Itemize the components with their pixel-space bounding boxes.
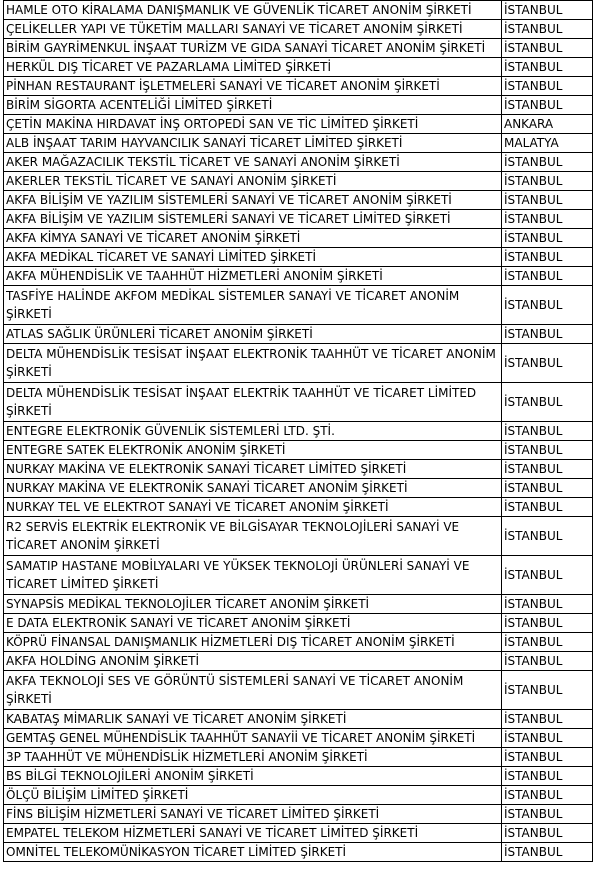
company-name-cell xyxy=(4,191,502,210)
company-name: BİRİM GAYRİMENKUL İNŞAAT TURİZM VE GIDA SANAYİ TİCARET ANONİM ŞİRKETİ xyxy=(6,41,486,55)
table-row xyxy=(4,267,593,286)
company-name: TASFİYE HALİNDE AKFOM MEDİKAL SİSTEMLER SANAYİ VE TİCARET ANONİM ŞİRKETİ xyxy=(6,289,460,321)
company-name: ÖLÇÜ BİLİŞİM LİMİTED ŞİRKETİ xyxy=(6,788,189,802)
city-cell: İSTANBUL xyxy=(502,172,593,191)
company-name-cell xyxy=(4,20,502,39)
city-cell: İSTANBUL xyxy=(502,96,593,115)
city-cell: İSTANBUL xyxy=(502,710,593,729)
table-row xyxy=(4,748,593,767)
table-row xyxy=(4,383,593,422)
company-name-cell xyxy=(4,58,502,77)
company-name-cell xyxy=(4,1,502,20)
company-name-cell xyxy=(4,248,502,267)
table-row xyxy=(4,671,593,710)
table-row xyxy=(4,786,593,805)
company-name: NURKAY MAKİNA VE ELEKTRONİK SANAYİ TİCARET ANONİM ŞİRKETİ xyxy=(6,481,408,495)
company-name-cell xyxy=(4,229,502,248)
table-row xyxy=(4,729,593,748)
company-name-cell xyxy=(4,210,502,229)
company-name: R2 SERVİS ELEKTRİK ELEKTRONİK VE BİLGİSAYAR TEKNOLOJİLERİ SANAYİ VE TİCARET ANONİM ŞİRKETİ xyxy=(6,520,460,552)
company-name-cell xyxy=(4,786,502,805)
city-cell: İSTANBUL xyxy=(502,58,593,77)
company-name-cell xyxy=(4,153,502,172)
company-name: ATLAS SAĞLIK ÜRÜNLERİ TİCARET ANONİM ŞİRKETİ xyxy=(6,327,313,341)
table-row xyxy=(4,39,593,58)
city-cell: İSTANBUL xyxy=(502,325,593,344)
company-name-cell xyxy=(4,805,502,824)
city-cell: İSTANBUL xyxy=(502,824,593,843)
city-cell: İSTANBUL xyxy=(502,805,593,824)
table-row xyxy=(4,77,593,96)
company-name-cell xyxy=(4,595,502,614)
city-cell: İSTANBUL xyxy=(502,652,593,671)
company-name-cell xyxy=(4,286,502,325)
table-row xyxy=(4,805,593,824)
table-row xyxy=(4,710,593,729)
company-name: DELTA MÜHENDİSLİK TESİSAT İNŞAAT ELEKTRONİK TAAHHÜT VE TİCARET ANONİM ŞİRKETİ xyxy=(6,347,496,379)
city-cell: İSTANBUL xyxy=(502,556,593,595)
city-cell: İSTANBUL xyxy=(502,479,593,498)
company-name: OMNİTEL TELEKOMÜNİKASYON TİCARET LİMİTED ŞİRKETİ xyxy=(6,845,347,859)
city-cell: İSTANBUL xyxy=(502,671,593,710)
company-name: AKERLER TEKSTİL TİCARET VE SANAYİ ANONİM ŞİRKETİ xyxy=(6,174,337,188)
company-name-cell xyxy=(4,710,502,729)
company-name-cell xyxy=(4,77,502,96)
company-name: ALB İNŞAAT TARIM HAYVANCILIK SANAYİ TİCARET LİMİTED ŞİRKETİ xyxy=(6,136,403,150)
city-cell: İSTANBUL xyxy=(502,286,593,325)
company-name: GEMTAŞ GENEL MÜHENDİSLİK TAAHHÜT SANAYİİ VE TİCARET ANONİM ŞİRKETİ xyxy=(6,731,476,745)
company-name-cell xyxy=(4,39,502,58)
company-name: DELTA MÜHENDİSLİK TESİSAT İNŞAAT ELEKTRİK TAAHHÜT VE TİCARET LİMİTED ŞİRKETİ xyxy=(6,386,477,418)
city-cell: İSTANBUL xyxy=(502,383,593,422)
city-cell: İSTANBUL xyxy=(502,20,593,39)
city-cell: İSTANBUL xyxy=(502,786,593,805)
company-name: ENTEGRE SATEK ELEKTRONİK ANONİM ŞİRKETİ xyxy=(6,443,286,457)
city-cell: İSTANBUL xyxy=(502,229,593,248)
company-name-cell xyxy=(4,824,502,843)
company-name: AKFA BİLİŞİM VE YAZILIM SİSTEMLERİ SANAYİ VE TİCARET LİMİTED ŞİRKETİ xyxy=(6,212,451,226)
company-name-cell xyxy=(4,748,502,767)
company-name-cell xyxy=(4,843,502,862)
table-row xyxy=(4,344,593,383)
table-row xyxy=(4,767,593,786)
company-name-cell xyxy=(4,460,502,479)
city-cell: İSTANBUL xyxy=(502,729,593,748)
city-cell: İSTANBUL xyxy=(502,517,593,556)
company-name-cell xyxy=(4,325,502,344)
city-cell: İSTANBUL xyxy=(502,748,593,767)
table-row xyxy=(4,441,593,460)
table-row xyxy=(4,115,593,134)
company-name-cell xyxy=(4,441,502,460)
table-row xyxy=(4,843,593,862)
city-cell: İSTANBUL xyxy=(502,39,593,58)
company-name-cell xyxy=(4,556,502,595)
city-cell: İSTANBUL xyxy=(502,441,593,460)
table-row xyxy=(4,153,593,172)
company-name: PİNHAN RESTAURANT İŞLETMELERİ SANAYİ VE TİCARET ANONİM ŞİRKETİ xyxy=(6,79,440,93)
city-cell: İSTANBUL xyxy=(502,460,593,479)
company-name-cell xyxy=(4,172,502,191)
company-name: NURKAY MAKİNA VE ELEKTRONİK SANAYİ TİCARET LİMİTED ŞİRKETİ xyxy=(6,462,407,476)
company-name: FİNS BİLİŞİM HİZMETLERİ SANAYİ VE TİCARET LİMİTED ŞİRKETİ xyxy=(6,807,380,821)
company-name: SYNAPSİS MEDİKAL TEKNOLOJİLER TİCARET ANONİM ŞİRKETİ xyxy=(6,597,370,611)
company-name-cell xyxy=(4,767,502,786)
company-name-cell xyxy=(4,134,502,153)
company-name: EMPATEL TELEKOM HİZMETLERİ SANAYİ VE TİCARET LİMİTED ŞİRKETİ xyxy=(6,826,419,840)
city-cell: İSTANBUL xyxy=(502,77,593,96)
company-table xyxy=(3,0,593,862)
company-name: AKFA TEKNOLOJİ SES VE GÖRÜNTÜ SİSTEMLERİ SANAYİ VE TİCARET ANONİM ŞİRKETİ xyxy=(6,674,464,706)
company-name: ÇELİKELLER YAPI VE TÜKETİM MALLARI SANAYİ VE TİCARET ANONİM ŞİRKETİ xyxy=(6,22,463,36)
table-row xyxy=(4,498,593,517)
company-name: HERKÜL DIŞ TİCARET VE PAZARLAMA LİMİTED ŞİRKETİ xyxy=(6,60,332,74)
table-row xyxy=(4,248,593,267)
table-row xyxy=(4,652,593,671)
table-row xyxy=(4,191,593,210)
company-table-body xyxy=(4,1,593,862)
company-name: KABATAŞ MİMARLIK SANAYİ VE TİCARET ANONİM ŞİRKETİ xyxy=(6,712,347,726)
city-cell: İSTANBUL xyxy=(502,1,593,20)
city-cell: İSTANBUL xyxy=(502,843,593,862)
company-name-cell xyxy=(4,422,502,441)
company-name-cell xyxy=(4,267,502,286)
table-row xyxy=(4,460,593,479)
company-name-cell xyxy=(4,344,502,383)
table-row xyxy=(4,134,593,153)
city-cell: İSTANBUL xyxy=(502,614,593,633)
table-row xyxy=(4,286,593,325)
company-name-cell xyxy=(4,614,502,633)
company-name-cell xyxy=(4,729,502,748)
company-name: KÖPRÜ FİNANSAL DANIŞMANLIK HİZMETLERİ DIŞ TİCARET ANONİM ŞİRKETİ xyxy=(6,635,455,649)
company-name: AKFA BİLİŞİM VE YAZILIM SİSTEMLERİ SANAYİ VE TİCARET ANONİM ŞİRKETİ xyxy=(6,193,452,207)
company-name: AKFA KİMYA SANAYİ VE TİCARET ANONİM ŞİRKETİ xyxy=(6,231,301,245)
company-name-cell xyxy=(4,96,502,115)
table-row xyxy=(4,824,593,843)
company-name: BS BİLGİ TEKNOLOJİLERİ ANONİM ŞİRKETİ xyxy=(6,769,254,783)
city-cell: İSTANBUL xyxy=(502,633,593,652)
company-name-cell xyxy=(4,115,502,134)
city-cell: İSTANBUL xyxy=(502,267,593,286)
company-name: AKER MAĞAZACILIK TEKSTİL TİCARET VE SANAYİ ANONİM ŞİRKETİ xyxy=(6,155,400,169)
company-name: ÇETİN MAKİNA HIRDAVAT İNŞ ORTOPEDİ SAN VE TİC LİMİTED ŞİRKETİ xyxy=(6,117,419,131)
company-name: ENTEGRE ELEKTRONİK GÜVENLİK SİSTEMLERİ LTD. ŞTİ. xyxy=(6,424,335,438)
city-cell: İSTANBUL xyxy=(502,767,593,786)
city-cell: İSTANBUL xyxy=(502,248,593,267)
city-cell: İSTANBUL xyxy=(502,422,593,441)
company-name: AKFA MEDİKAL TİCARET VE SANAYİ LİMİTED ŞİRKETİ xyxy=(6,250,316,264)
city-cell: İSTANBUL xyxy=(502,153,593,172)
company-name: BİRİM SİGORTA ACENTELİĞİ LİMİTED ŞİRKETİ xyxy=(6,98,273,112)
table-row xyxy=(4,614,593,633)
city-cell: İSTANBUL xyxy=(502,191,593,210)
table-row xyxy=(4,325,593,344)
company-name-cell xyxy=(4,383,502,422)
city-cell: ANKARA xyxy=(502,115,593,134)
company-name-cell xyxy=(4,671,502,710)
table-row xyxy=(4,595,593,614)
company-name: HAMLE OTO KİRALAMA DANIŞMANLIK VE GÜVENLİK TİCARET ANONİM ŞİRKETİ xyxy=(6,3,472,17)
company-name-cell xyxy=(4,517,502,556)
table-row xyxy=(4,517,593,556)
table-row xyxy=(4,556,593,595)
company-name: SAMATIP HASTANE MOBİLYALARI VE YÜKSEK TEKNOLOJİ ÜRÜNLERİ SANAYİ VE TİCARET LİMİTED ŞİRKETİ xyxy=(6,559,470,591)
table-row xyxy=(4,633,593,652)
company-name-cell xyxy=(4,633,502,652)
company-name: AKFA MÜHENDİSLİK VE TAAHHÜT HİZMETLERİ ANONİM ŞİRKETİ xyxy=(6,269,383,283)
table-row xyxy=(4,1,593,20)
company-name-cell xyxy=(4,498,502,517)
company-name: E DATA ELEKTRONİK SANAYİ VE TİCARET ANONİM ŞİRKETİ xyxy=(6,616,351,630)
table-row xyxy=(4,210,593,229)
city-cell: İSTANBUL xyxy=(502,210,593,229)
table-row xyxy=(4,96,593,115)
company-name: AKFA HOLDİNG ANONİM ŞİRKETİ xyxy=(6,654,200,668)
company-name-cell xyxy=(4,479,502,498)
table-row xyxy=(4,58,593,77)
city-cell: İSTANBUL xyxy=(502,498,593,517)
table-row xyxy=(4,172,593,191)
table-row xyxy=(4,479,593,498)
table-row xyxy=(4,422,593,441)
city-cell: İSTANBUL xyxy=(502,344,593,383)
table-row xyxy=(4,229,593,248)
city-cell: İSTANBUL xyxy=(502,595,593,614)
company-name: 3P TAAHHÜT VE MÜHENDİSLİK HİZMETLERİ ANONİM ŞİRKETİ xyxy=(6,750,368,764)
city-cell: MALATYA xyxy=(502,134,593,153)
table-row xyxy=(4,20,593,39)
company-name: NURKAY TEL VE ELEKTROT SANAYİ VE TİCARET ANONİM ŞİRKETİ xyxy=(6,500,389,514)
company-name-cell xyxy=(4,652,502,671)
